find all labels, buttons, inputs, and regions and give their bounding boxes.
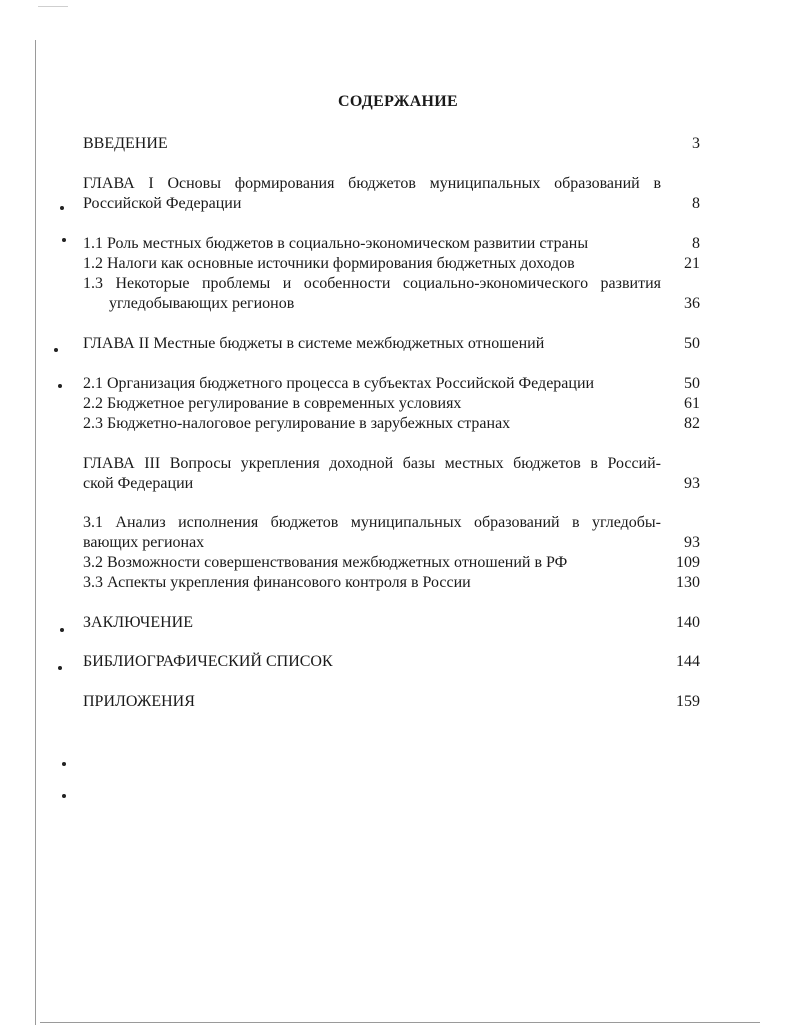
toc-entry-section-2-1: 2.1 Организация бюджетного процесса в субъектах Российской Федерации [83,375,595,392]
scan-top-mark [38,6,68,7]
toc-entry-section-1-1: 1.1 Роль местных бюджетов в социально-экономическом развитии страны [83,235,589,252]
toc-entry-chapter-2: ГЛАВА II Местные бюджеты в системе межбюджетных отношений [83,335,545,352]
scan-speck [60,206,64,210]
scan-speck [58,666,62,670]
toc-entry-section-3-3: 3.3 Аспекты укрепления финансового контроля в России [83,574,471,591]
scan-speck [60,628,64,632]
toc-entry-section-3-2: 3.2 Возможности совершенствования межбюджетных отношений в РФ [83,554,568,571]
toc-entry-section-2-2: 2.2 Бюджетное регулирование в современных условиях [83,395,462,412]
toc-entry-conclusion: ЗАКЛЮЧЕНИЕ [83,614,193,631]
toc-page-number: 3 [692,135,700,152]
toc-entry-section-1-3: 1.3 Некоторые проблемы и особенности социально-экономического развития [83,275,661,292]
toc-page-number: 130 [676,574,700,591]
scan-left-border [35,40,36,1025]
toc-page-number: 144 [676,653,700,670]
scan-speck [62,762,66,766]
toc-page-number: 36 [684,295,700,312]
toc-page-number: 82 [684,415,700,432]
toc-entry-section-1-3-cont: угледобывающих регионов [109,295,295,312]
page-title: СОДЕРЖАНИЕ [337,93,459,110]
scan-speck [62,794,66,798]
toc-page-number: 109 [676,554,700,571]
toc-entry-section-3-1-cont: вающих регионах [83,534,205,551]
toc-entry-bibliography: БИБЛИОГРАФИЧЕСКИЙ СПИСОК [83,653,333,670]
scan-speck [54,348,58,352]
toc-entry-appendices: ПРИЛОЖЕНИЯ [83,693,195,710]
toc-page-number: 93 [684,534,700,551]
toc-entry-introduction: ВВЕДЕНИЕ [83,135,168,152]
toc-page-number: 50 [684,375,700,392]
toc-entry-chapter-3: ГЛАВА III Вопросы укрепления доходной базы местных бюджетов в Россий- [83,455,661,472]
toc-entry-section-2-3: 2.3 Бюджетно-налоговое регулирование в зарубежных странах [83,415,511,432]
toc-page-number: 50 [684,335,700,352]
toc-page-number: 93 [684,475,700,492]
toc-page-number: 140 [676,614,700,631]
toc-entry-chapter-1-cont: Российской Федерации [83,195,242,212]
toc-page-number: 159 [676,693,700,710]
scan-speck [58,384,62,388]
toc-page-number: 61 [684,395,700,412]
scan-speck [62,238,66,242]
toc-entry-section-3-1: 3.1 Анализ исполнения бюджетов муниципальных образований в угледобы- [83,514,661,531]
toc-page-number: 8 [692,235,700,252]
toc-entry-chapter-3-cont: ской Федерации [83,475,194,492]
toc-entry-chapter-1: ГЛАВА I Основы формирования бюджетов муниципальных образований в [83,175,661,192]
toc-page-number: 21 [684,255,700,272]
scan-bottom-border [40,1022,760,1023]
toc-page-number: 8 [692,195,700,212]
toc-entry-section-1-2: 1.2 Налоги как основные источники формирования бюджетных доходов [83,255,575,272]
